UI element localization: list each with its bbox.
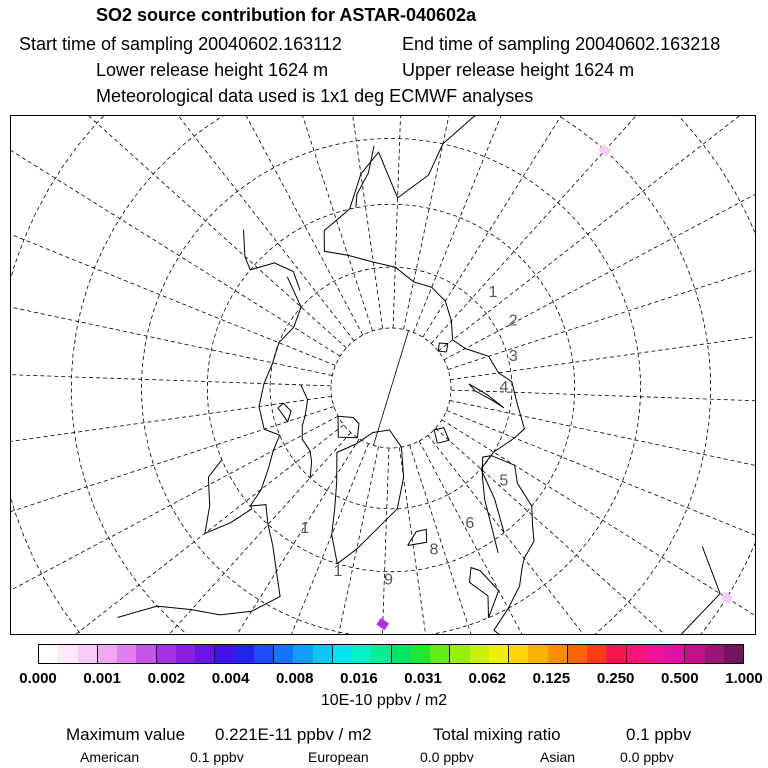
colorbar-segment: [58, 645, 77, 663]
end-time: End time of sampling 20040602.163218: [402, 34, 721, 54]
contour-label: 9: [384, 571, 394, 589]
colorbar-segment: [136, 645, 155, 663]
colorbar-segment: [371, 645, 390, 663]
meridian-line: [277, 116, 382, 329]
coastline: [434, 428, 449, 444]
meridian-line: [11, 396, 332, 501]
contour-label: 5: [499, 472, 509, 490]
meridian-line: [403, 116, 560, 329]
coastline: [278, 403, 291, 422]
meridian-line: [11, 425, 344, 634]
meteo-data: Meteorological data used is 1x1 deg ECMWF analyses: [96, 86, 534, 106]
upper-release-height: Upper release height 1624 m: [402, 60, 635, 80]
colorbar-segment: [489, 645, 508, 663]
total-label: Total mixing ratio: [433, 725, 561, 744]
colorbar-segment: [567, 645, 587, 663]
meridian-line: [11, 116, 363, 335]
coastline: [408, 529, 427, 545]
colorbar-segment: [39, 645, 58, 663]
american-label: American: [80, 749, 140, 765]
colorbar-tick-label: 0.250: [596, 670, 635, 687]
contour-label: 2: [508, 312, 518, 330]
colorbar-segment: [626, 645, 646, 663]
colorbar-segment: [508, 645, 528, 663]
colorbar-tick-label: 0.062: [468, 670, 507, 687]
colorbar-segment: [606, 645, 625, 663]
latitude-circle: [71, 116, 710, 634]
meridian-line: [221, 447, 378, 634]
asian-value: 0.0 ppbv: [620, 749, 674, 765]
coastline: [205, 460, 252, 534]
max-value: 0.221E-11 ppbv / m2: [215, 725, 372, 744]
max-label: Maximum value: [66, 725, 186, 744]
meridian-line: [450, 400, 755, 557]
colorbar-segment: [293, 645, 312, 663]
total-value: 0.1 ppbv: [626, 725, 692, 744]
plot-title: SO2 source contribution for ASTAR-040602a: [96, 5, 477, 25]
colorbar-segment: [214, 645, 234, 663]
latitude-circle: [142, 138, 641, 634]
meridian-line: [399, 447, 504, 634]
meridian-line: [438, 116, 755, 351]
colorbar-tick-label: 0.125: [532, 670, 571, 687]
meridian-line: [419, 441, 755, 634]
colorbar-segment: [548, 645, 567, 663]
plume-spot: [599, 144, 612, 156]
meridian-line: [11, 116, 354, 341]
colorbar-tick-label: 0.016: [340, 670, 378, 687]
meridian-line: [373, 331, 408, 446]
coastline: [470, 568, 499, 618]
colorbar-tick-label: 0.000: [19, 670, 57, 687]
contour-label: 1: [333, 563, 343, 581]
colorbar-tick-label: 0.031: [404, 670, 442, 687]
latitude-circle: [11, 116, 755, 634]
colorbar-segment: [273, 645, 293, 663]
meridian-line: [362, 448, 388, 634]
colorbar-segment: [195, 645, 214, 663]
meridian-line: [11, 116, 340, 356]
meridian-line: [11, 416, 338, 634]
plume-spots: [376, 144, 733, 634]
asian-label: Asian: [540, 749, 576, 765]
meridian-line: [11, 116, 335, 366]
colorbar-segment: [78, 645, 97, 663]
colorbar-tick-label: 0.500: [661, 670, 699, 687]
start-time: Start time of sampling 20040602.163112: [19, 34, 342, 54]
colorbar-tick-label: 0.004: [211, 670, 250, 687]
colorbar-segment: [470, 645, 489, 663]
lower-release-height: Lower release height 1624 m: [96, 60, 329, 80]
colorbar-segment: [332, 645, 352, 663]
contour-label: 1: [488, 284, 498, 302]
colorbar-segment: [352, 645, 371, 663]
coastline: [501, 547, 720, 634]
contour-label: 6: [465, 514, 475, 532]
contour-label: 1: [300, 520, 310, 538]
meridian-line: [444, 116, 755, 360]
meridian-line: [436, 428, 755, 634]
colorbar-segment: [684, 645, 704, 663]
meridian-line: [85, 444, 369, 634]
colorbar-segment: [117, 645, 136, 663]
colorbar-tick-label: 1.000: [725, 670, 763, 687]
colorbar-segment: [705, 645, 724, 663]
colorbar-segment: [665, 645, 684, 663]
colorbar-tick-label: 0.001: [83, 670, 121, 687]
colorbar-segment: [235, 645, 254, 663]
contour-label: 4: [499, 378, 509, 396]
colorbar-segment: [646, 645, 665, 663]
meridian-line: [428, 435, 755, 634]
colorbar-segment: [528, 645, 547, 663]
meridian-line: [11, 407, 334, 634]
european-value: 0.0 ppbv: [420, 749, 474, 765]
meridian-line: [138, 116, 372, 331]
map-canvas: [11, 116, 755, 634]
colorbar-segment: [391, 645, 411, 663]
colorbar: [38, 644, 744, 664]
colorbar-segment: [411, 645, 430, 663]
plume-spot: [376, 618, 389, 630]
graticule: [11, 116, 755, 634]
contour-label: 8: [429, 541, 439, 559]
colorbar-segment: [724, 645, 743, 663]
coastline: [118, 277, 302, 618]
meridian-line: [410, 445, 644, 634]
colorbar-tick-label: 0.008: [275, 670, 314, 687]
meridian-line: [11, 359, 331, 385]
colorbar-segment: [313, 645, 332, 663]
plume-spot: [720, 592, 733, 604]
colorbar-tick-label: 0.002: [147, 670, 186, 687]
colorbar-segment: [156, 645, 176, 663]
meridian-line: [423, 116, 755, 337]
american-value: 0.1 ppbv: [190, 749, 244, 765]
latitude-circle: [11, 116, 755, 634]
latitude-circle: [11, 116, 755, 634]
colorbar-unit: 10E-10 ppbv / m2: [320, 692, 448, 709]
colorbar-segment: [587, 645, 606, 663]
colorbar-segment: [449, 645, 469, 663]
polar-map: [10, 115, 756, 635]
colorbar-segment: [254, 645, 273, 663]
european-label: European: [308, 749, 369, 765]
colorbar-segment: [97, 645, 117, 663]
meridian-line: [11, 218, 332, 375]
colorbar-segment: [430, 645, 449, 663]
contour-label: 3: [508, 347, 518, 365]
meridian-line: [448, 135, 755, 369]
meridian-line: [393, 116, 419, 328]
meridian-line: [413, 116, 697, 332]
colorbar-segment: [176, 645, 195, 663]
latitude-circle: [11, 116, 755, 634]
